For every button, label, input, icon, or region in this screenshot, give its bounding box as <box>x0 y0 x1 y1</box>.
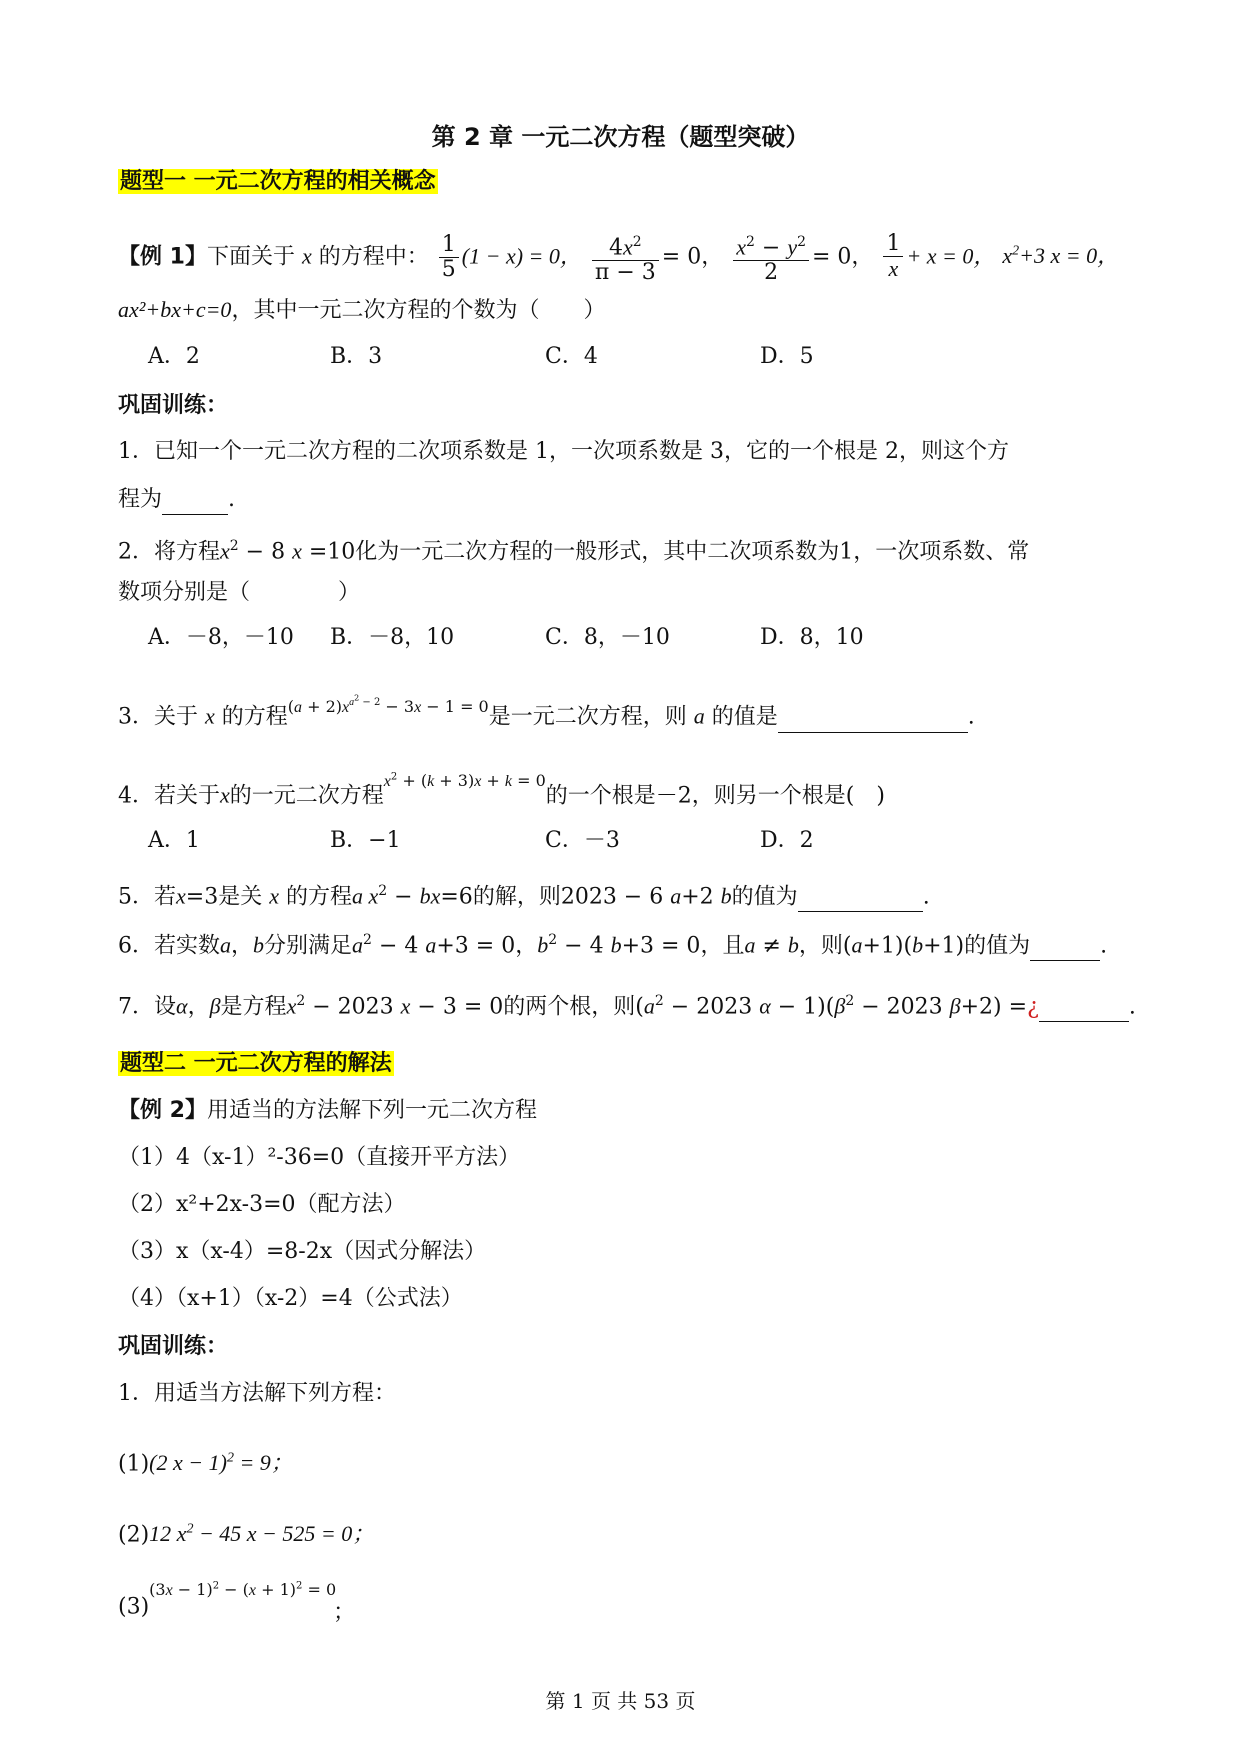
option-b: B．3 <box>330 344 383 369</box>
q2-option-d: D．8，10 <box>760 625 864 650</box>
practice2-item-3: $(3)^{(3x - 1)^2 - (x + 1)^2 = 0}$ ； <box>118 1580 356 1626</box>
q3-equation: (a + 2)xa2 − 2 − 3x − 1 = 0 <box>287 694 489 716</box>
q2-line1: 2．将方程$x^2 - 8$ x =10化为一元二次方程的一般形式，其中二次项系数为1，一次项系数、常 <box>118 538 1030 565</box>
example1-line1: 【例 1】下面关于 x 的方程中： $\frac{1}{5}$ (1 − x) = 0， $\frac{4x^2}{\pi - 3}$ = 0， $\frac{x^2 - y^2}{2}$ = 0， $\frac{1}{x}$ + x = 0， $x^2+3$ x = 0， <box>118 231 1120 285</box>
example1-line2: ax²+bx+c=0，其中一元二次方程的个数为（ ） <box>118 297 606 323</box>
example2-item-2: （2）x²+2x-3=0（配方法） <box>118 1192 406 1217</box>
practice2-item-1: (1)(2 x − 1)$^2$ = 9； <box>118 1450 293 1477</box>
q3-line: 3．关于 x 的方程$^{(a + 2)x^{a^2 - 2} - 3x - 1 = 0}$是一元二次方程，则 a 的值是 . <box>118 684 975 733</box>
q4-option-c: C．－3 <box>545 828 620 853</box>
example2-line: 【例 2】用适当的方法解下列一元二次方程 <box>118 1098 537 1123</box>
option-d: D．5 <box>760 344 814 369</box>
q2-option-a: A．－8，－10 <box>148 625 294 650</box>
option-a: A．2 <box>148 344 200 369</box>
q4-equation: x2 + (k + 3)x + k = 0 <box>383 771 546 791</box>
q4-line: 4．若关于x的一元二次方程$^{x^2 + (k + 3)x + k = 0}$的一个根是－2，则另一个根是( ) <box>118 771 885 809</box>
section1-heading: 题型一 一元二次方程的相关概念 <box>120 169 436 194</box>
practice2-item-2: (2)12 $x^2 - 45$ x − 525 = 0； <box>118 1521 375 1548</box>
example2-item-4: （4）（x+1）（x-2）=4（公式法） <box>118 1286 463 1311</box>
practice-label-2: 巩固训练： <box>118 1334 229 1359</box>
q1-line1: 1．已知一个一元二次方程的二次项系数是 1，一次项系数是 3，它的一个根是 2，则这个方 <box>118 439 1009 464</box>
q2-option-c: C．8，－10 <box>545 625 670 650</box>
practice2-q1: 1．用适当方法解下列方程： <box>118 1381 396 1406</box>
q2-line2: 数项分别是（ ） <box>118 580 361 605</box>
q4-option-a: A．1 <box>148 828 200 853</box>
page-title: 第 2 章 一元二次方程（题型突破） <box>431 123 810 151</box>
q4-option-d: D．2 <box>760 828 814 853</box>
practice2-eq3: (3x − 1)2 − (x + 1)2 = 0 <box>149 1580 337 1600</box>
q6-line: 6．若实数a，b分别满足$a^2 - 4$ a+3 = 0，$b^2 - 4$ b+3 = 0，且a ≠ b，则(a+1)(b+1)的值为 . <box>118 925 1107 961</box>
example2-tag: 【例 2】 <box>118 1098 207 1123</box>
page-footer: 第 1 页 共 53 页 <box>545 1689 696 1713</box>
q7-line: 7．设α，β是方程$x^2 - 2023$ x − 3 = 0的两个根，则($a^2 - 2023$ $\alpha - 1)(\beta^2 - 2023$ β+2) =¿ . <box>118 986 1136 1022</box>
q2-option-b: B．－8，10 <box>330 625 455 650</box>
q1-line2: 程为 . <box>118 485 235 515</box>
example2-item-1: （1）4（x-1）²-36=0（直接开平方法） <box>118 1145 521 1170</box>
section2-heading: 题型二 一元二次方程的解法 <box>120 1051 392 1076</box>
q4-option-b: B．−1 <box>330 828 401 853</box>
example1-tag: 【例 1】 <box>118 244 207 270</box>
fraction-1-5: $\frac{1}{5}$ <box>439 233 459 282</box>
q5-line: 5．若x=3是关 x 的方程a $x^2 - bx=6$的解，则2023 − 6 a+2 b的值为 . <box>118 876 930 912</box>
practice-label-1: 巩固训练： <box>118 393 229 418</box>
option-c: C．4 <box>545 344 598 369</box>
example2-item-3: （3）x（x-4）=8-2x（因式分解法） <box>118 1239 487 1264</box>
